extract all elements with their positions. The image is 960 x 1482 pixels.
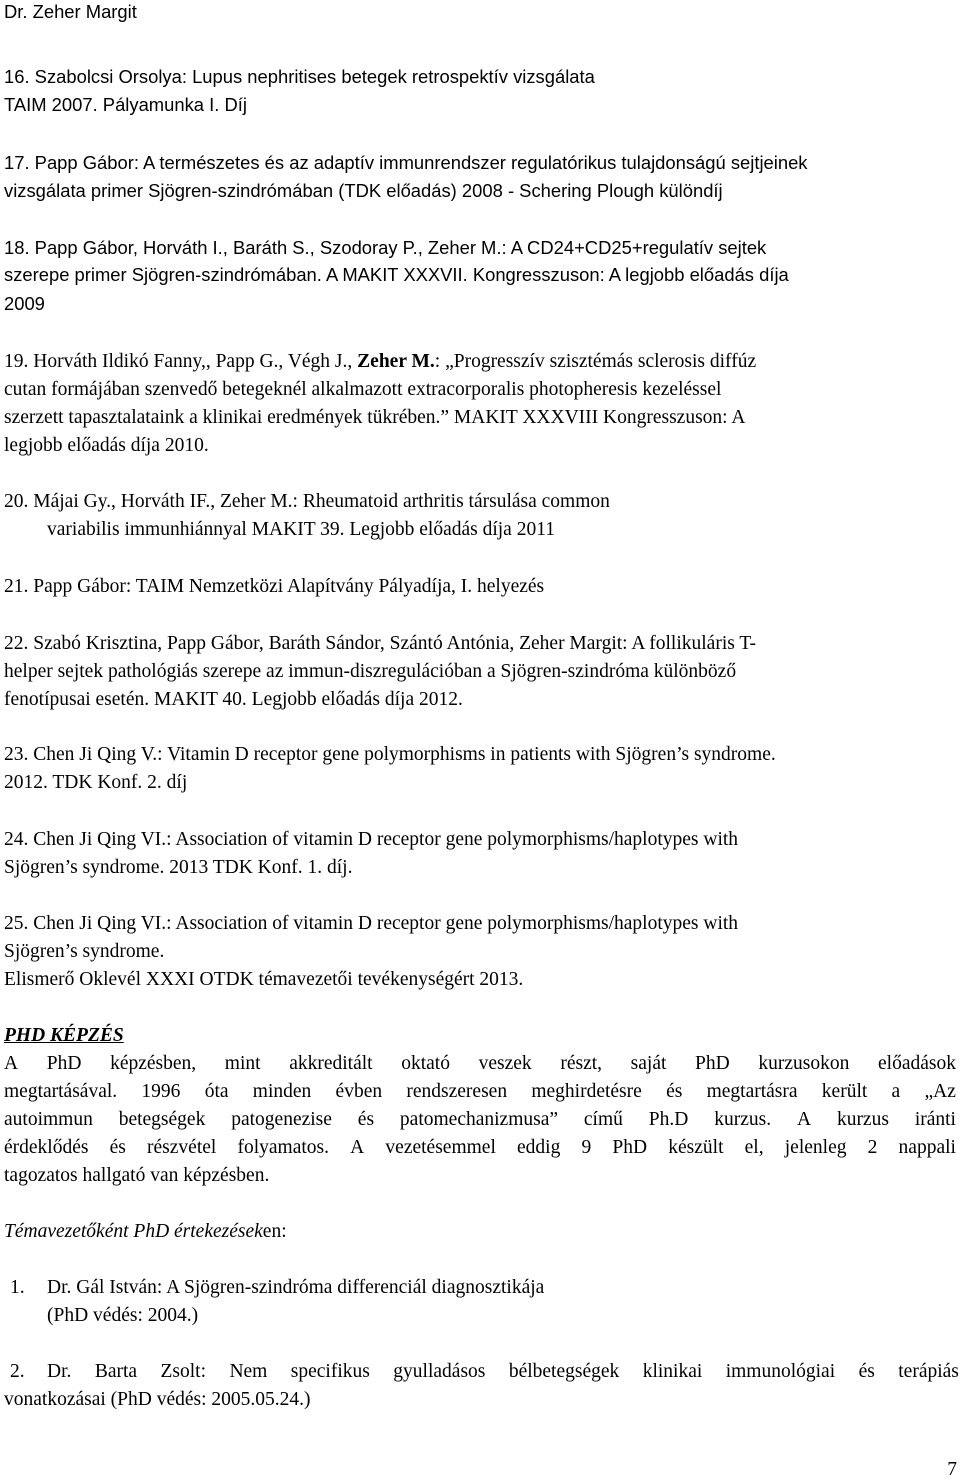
award-19-line-1 xyxy=(4,350,756,374)
word: jelenleg xyxy=(784,1137,847,1158)
word: el, xyxy=(744,1137,764,1158)
award-25-line-3: Elismerő Oklevél XXXI OTDK témavezetői tevékenységért 2013. xyxy=(4,969,524,990)
phd-paragraph-line-2 xyxy=(4,1080,956,1104)
word: Zsolt: xyxy=(160,1361,206,1382)
word: került xyxy=(821,1081,868,1102)
header-author: Dr. Zeher Margit xyxy=(4,1,137,22)
word: kurzus xyxy=(836,1109,889,1130)
word: évben xyxy=(335,1081,383,1102)
word: Nem xyxy=(229,1361,268,1382)
award-20-line-1: 20. Májai Gy., Horváth IF., Zeher M.: Rheumatoid arthritis társulása common xyxy=(4,491,610,512)
award-16-line-2: TAIM 2007. Pályamunka I. Díj xyxy=(4,94,247,115)
award-19-authors: 19. Horváth Ildikó Fanny,, Papp G., Végh J., xyxy=(4,351,358,372)
word: megtartásra xyxy=(706,1081,798,1102)
word: specifikus xyxy=(290,1361,370,1382)
award-23-line-2: 2012. TDK Konf. 2. díj xyxy=(4,772,188,793)
word: Ph.D xyxy=(648,1109,689,1130)
word: című xyxy=(583,1109,623,1130)
supervised-1-number: 1. xyxy=(10,1277,25,1298)
supervised-1-line-1: Dr. Gál István: A Sjögren-szindróma differenciál diagnosztikája xyxy=(47,1277,545,1298)
phd-section-heading: PHD KÉPZÉS xyxy=(4,1025,124,1046)
award-23-line-1: 23. Chen Ji Qing V.: Vitamin D receptor gene polymorphisms in patients with Sjögren’s syndrome. xyxy=(4,744,776,765)
word: immunológiai xyxy=(725,1361,836,1382)
page-number: 7 xyxy=(947,1459,957,1480)
award-24-line-1: 24. Chen Ji Qing VI.: Association of vitamin D receptor gene polymorphisms/haplotypes with xyxy=(4,829,739,850)
award-24-line-2: Sjögren’s syndrome. 2013 TDK Konf. 1. díj. xyxy=(4,857,353,878)
supervised-2-line-1 xyxy=(47,1360,959,1384)
award-17-line-1: 17. Papp Gábor: A természetes és az adaptív immunrendszer regulatórikus tulajdonságú sejtjeinek xyxy=(4,152,808,173)
award-19-title-start: : „Progresszív szisztémás sclerosis diffúz xyxy=(434,351,757,372)
supervised-heading-italic: Témavezetőként PhD értekezések xyxy=(4,1221,263,1242)
supervised-heading xyxy=(4,1220,287,1244)
word: bélbetegségek xyxy=(508,1361,620,1382)
word: részt, xyxy=(560,1053,603,1074)
word: nappali xyxy=(898,1137,956,1158)
word: Dr. xyxy=(47,1361,72,1382)
word: iránti xyxy=(914,1109,956,1130)
phd-paragraph-line-1 xyxy=(4,1052,956,1076)
phd-paragraph-line-3 xyxy=(4,1108,956,1132)
word: akkreditált xyxy=(289,1053,373,1074)
phd-paragraph-line-4 xyxy=(4,1136,956,1160)
word: betegségek xyxy=(118,1109,206,1130)
word: 1996 xyxy=(141,1081,181,1102)
word: a xyxy=(891,1081,901,1102)
word: és xyxy=(109,1137,126,1158)
word: patomechanizmusa” xyxy=(399,1109,559,1130)
word: klinikai xyxy=(642,1361,703,1382)
award-18-line-1: 18. Papp Gábor, Horváth I., Baráth S., Szodoray P., Zeher M.: A CD24+CD25+regulatív sejtek xyxy=(4,237,767,258)
word: kurzus. xyxy=(714,1109,772,1130)
word: 9 xyxy=(581,1137,592,1158)
word: és xyxy=(858,1361,875,1382)
word: gyulladásos xyxy=(393,1361,486,1382)
word: megtartásával. xyxy=(4,1081,118,1102)
award-19-bold-author: Zeher M. xyxy=(357,351,435,372)
word: előadások xyxy=(878,1053,956,1074)
word: autoimmun xyxy=(4,1109,93,1130)
phd-paragraph-line-5: tagozatos hallgató van képzésben. xyxy=(4,1165,270,1186)
word: vezetésemmel xyxy=(385,1137,496,1158)
word: minden xyxy=(252,1081,312,1102)
word: Barta xyxy=(94,1361,138,1382)
word: részvétel xyxy=(147,1137,217,1158)
award-16-line-1: 16. Szabolcsi Orsolya: Lupus nephritises betegek retrospektív vizsgálata xyxy=(4,66,595,87)
word: érdeklődés xyxy=(4,1137,89,1158)
award-19-line-4: legjobb előadás díja 2010. xyxy=(4,435,209,456)
award-18-line-2: szerepe primer Sjögren-szindrómában. A MAKIT XXXVII. Kongresszuson: A legjobb előadás díja xyxy=(4,264,789,285)
word: 2 xyxy=(867,1137,878,1158)
word: veszek xyxy=(478,1053,532,1074)
award-25-line-2: Sjögren’s syndrome. xyxy=(4,941,165,962)
award-19-line-2: cutan formájában szenvedő betegeknél alkalmazott extracorporalis photopheresis kezeléssel xyxy=(4,379,722,400)
word: A xyxy=(796,1109,812,1130)
word: „Az xyxy=(924,1081,956,1102)
word: PhD xyxy=(695,1053,730,1074)
supervised-2-line-2: vonatkozásai (PhD védés: 2005.05.24.) xyxy=(4,1389,311,1410)
supervised-heading-suffix: en: xyxy=(262,1221,287,1242)
word: A xyxy=(350,1137,365,1158)
word: patogenezise xyxy=(231,1109,332,1130)
award-17-line-2: vizsgálata primer Sjögren-szindrómában (TDK előadás) 2008 - Schering Plough különdíj xyxy=(4,180,723,201)
word: kurzusokon xyxy=(758,1053,850,1074)
word: folyamatos. xyxy=(237,1137,330,1158)
award-21-line-1: 21. Papp Gábor: TAIM Nemzetközi Alapítvány Pályadíja, I. helyezés xyxy=(4,576,545,597)
word: és xyxy=(666,1081,683,1102)
supervised-1-line-2: (PhD védés: 2004.) xyxy=(47,1305,199,1326)
award-22-line-2: helper sejtek pathológiás szerepe az immun-diszregulációban a Sjögren-szindróma különböző xyxy=(4,661,737,682)
word: eddig xyxy=(517,1137,561,1158)
award-22-line-3: fenotípusai esetén. MAKIT 40. Legjobb előadás díja 2012. xyxy=(4,689,463,710)
word: képzésben, xyxy=(110,1053,197,1074)
award-19-line-3: szerzett tapasztalataink a klinikai eredmények tükrében.” MAKIT XXXVIII Kongresszuson: A xyxy=(4,407,746,428)
award-25-line-1: 25. Chen Ji Qing VI.: Association of vitamin D receptor gene polymorphisms/haplotypes with xyxy=(4,913,739,934)
award-20-line-2: variabilis immunhiánnyal MAKIT 39. Legjobb előadás díja 2011 xyxy=(47,519,555,540)
word: oktató xyxy=(401,1053,450,1074)
award-18-line-3: 2009 xyxy=(4,293,45,314)
word: meghirdetésre xyxy=(531,1081,642,1102)
word: PhD xyxy=(46,1053,82,1074)
word: és xyxy=(357,1109,375,1130)
supervised-2-number: 2. xyxy=(10,1361,25,1382)
word: saját xyxy=(630,1053,667,1074)
word: rendszeresen xyxy=(406,1081,508,1102)
word: terápiás xyxy=(898,1361,959,1382)
word: óta xyxy=(204,1081,229,1102)
word: készült xyxy=(668,1137,724,1158)
word: mint xyxy=(224,1053,261,1074)
word: PhD xyxy=(612,1137,648,1158)
award-22-line-1: 22. Szabó Krisztina, Papp Gábor, Baráth Sándor, Szántó Antónia, Zeher Margit: A follikuláris T- xyxy=(4,633,756,654)
word: A xyxy=(4,1053,19,1074)
